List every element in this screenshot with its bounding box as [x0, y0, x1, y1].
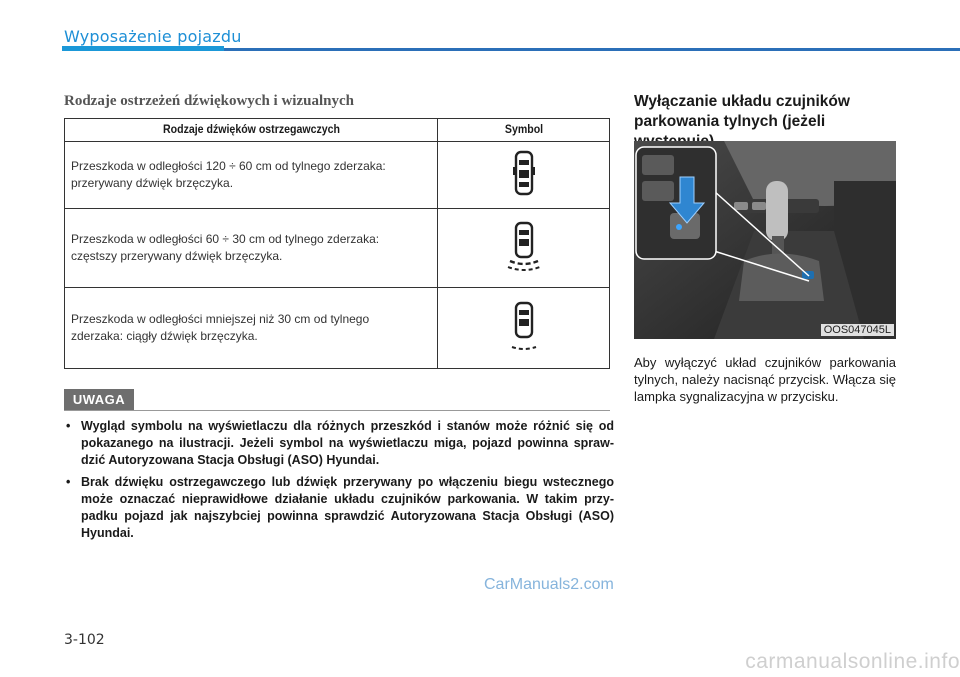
console-illustration	[634, 141, 896, 339]
page-number: 3-102	[64, 632, 105, 648]
section-title: Wyposażenie pojazdu	[64, 27, 242, 46]
bullet-icon: •	[66, 475, 71, 489]
site-watermark: carmanualsonline.info	[745, 650, 960, 673]
table-row	[65, 142, 610, 209]
note-list	[64, 413, 614, 542]
note-text: Wygląd symbolu na wyświetlaczu dla różnych przeszkód i stanów może różnić się od pokazanego na ilustracji. Jeżeli symbol na wyświetlaczu miga, pojazd powinna spraw-dzić Autoryzowana Stacja Obsługi (ASO) Hyundai.	[81, 419, 614, 467]
photo-caption: OOS047045L	[821, 324, 894, 336]
table-cell-symbol	[438, 209, 610, 288]
console-photo	[634, 141, 896, 339]
note-text: Brak dźwięku ostrzegawczego lub dźwięk przerywany po włączeniu biegu wstecznego może oznaczać nieprawidłowe działanie układu czujników parkowania. W takim przy-padku pojazd jak najszybciej powinna sprawdzić Autoryzowana Stacja Obsługi (ASO) Hyundai.	[81, 475, 614, 540]
description-line: Przeszkoda w odległości mniejszej niż 30 cm od tylnego	[71, 312, 370, 326]
table-cell-description	[65, 142, 438, 209]
car-rear-sensor-zone-mid-icon	[504, 221, 544, 271]
column-header-symbol: Symbol	[444, 119, 602, 142]
table-cell-symbol	[438, 288, 610, 369]
note-rule	[64, 410, 610, 411]
column-header-sound-types: Rodzaje dźwięków ostrzegawczych	[79, 119, 422, 142]
watermark: CarManuals2.com	[484, 576, 614, 593]
header-accent	[62, 46, 224, 51]
note-badge: UWAGA	[64, 389, 134, 410]
bullet-icon: •	[66, 419, 71, 433]
section-subtitle: Rodzaje ostrzeżeń dźwiękowych i wizualnych	[64, 93, 354, 109]
warning-sounds-table	[64, 118, 610, 369]
description-line: Przeszkoda w odległości 120 ÷ 60 cm od tylnego zderzaka:	[71, 159, 386, 173]
car-rear-sensor-zone-far-icon	[512, 148, 536, 198]
table-cell-symbol	[438, 142, 610, 209]
table-cell-description	[65, 209, 438, 288]
description-line: zderzaka: ciągły dźwięk brzęczyka.	[71, 329, 258, 343]
description-line: przerywany dźwięk brzęczyka.	[71, 176, 234, 190]
table-row	[65, 288, 610, 369]
description-line: częstszy przerywany dźwięk brzęczyka.	[71, 249, 283, 263]
right-body-text: Aby wyłączyć układ czujników parkowania tylnych, należy nacisnąć przycisk. Włącza się lampka sygnalizacyjna w przycisku.	[634, 355, 896, 404]
title-line: Wyłączanie układu czujników	[634, 93, 850, 110]
list-item	[64, 474, 614, 542]
table-row	[65, 209, 610, 288]
car-rear-sensor-zone-near-icon	[504, 301, 544, 351]
title-line: parkowania tylnych (jeżeli	[634, 113, 826, 130]
list-item	[64, 418, 614, 469]
table-header-row	[65, 119, 610, 142]
table-cell-description	[65, 288, 438, 369]
description-line: Przeszkoda w odległości 60 ÷ 30 cm od tylnego zderzaka:	[71, 232, 380, 246]
